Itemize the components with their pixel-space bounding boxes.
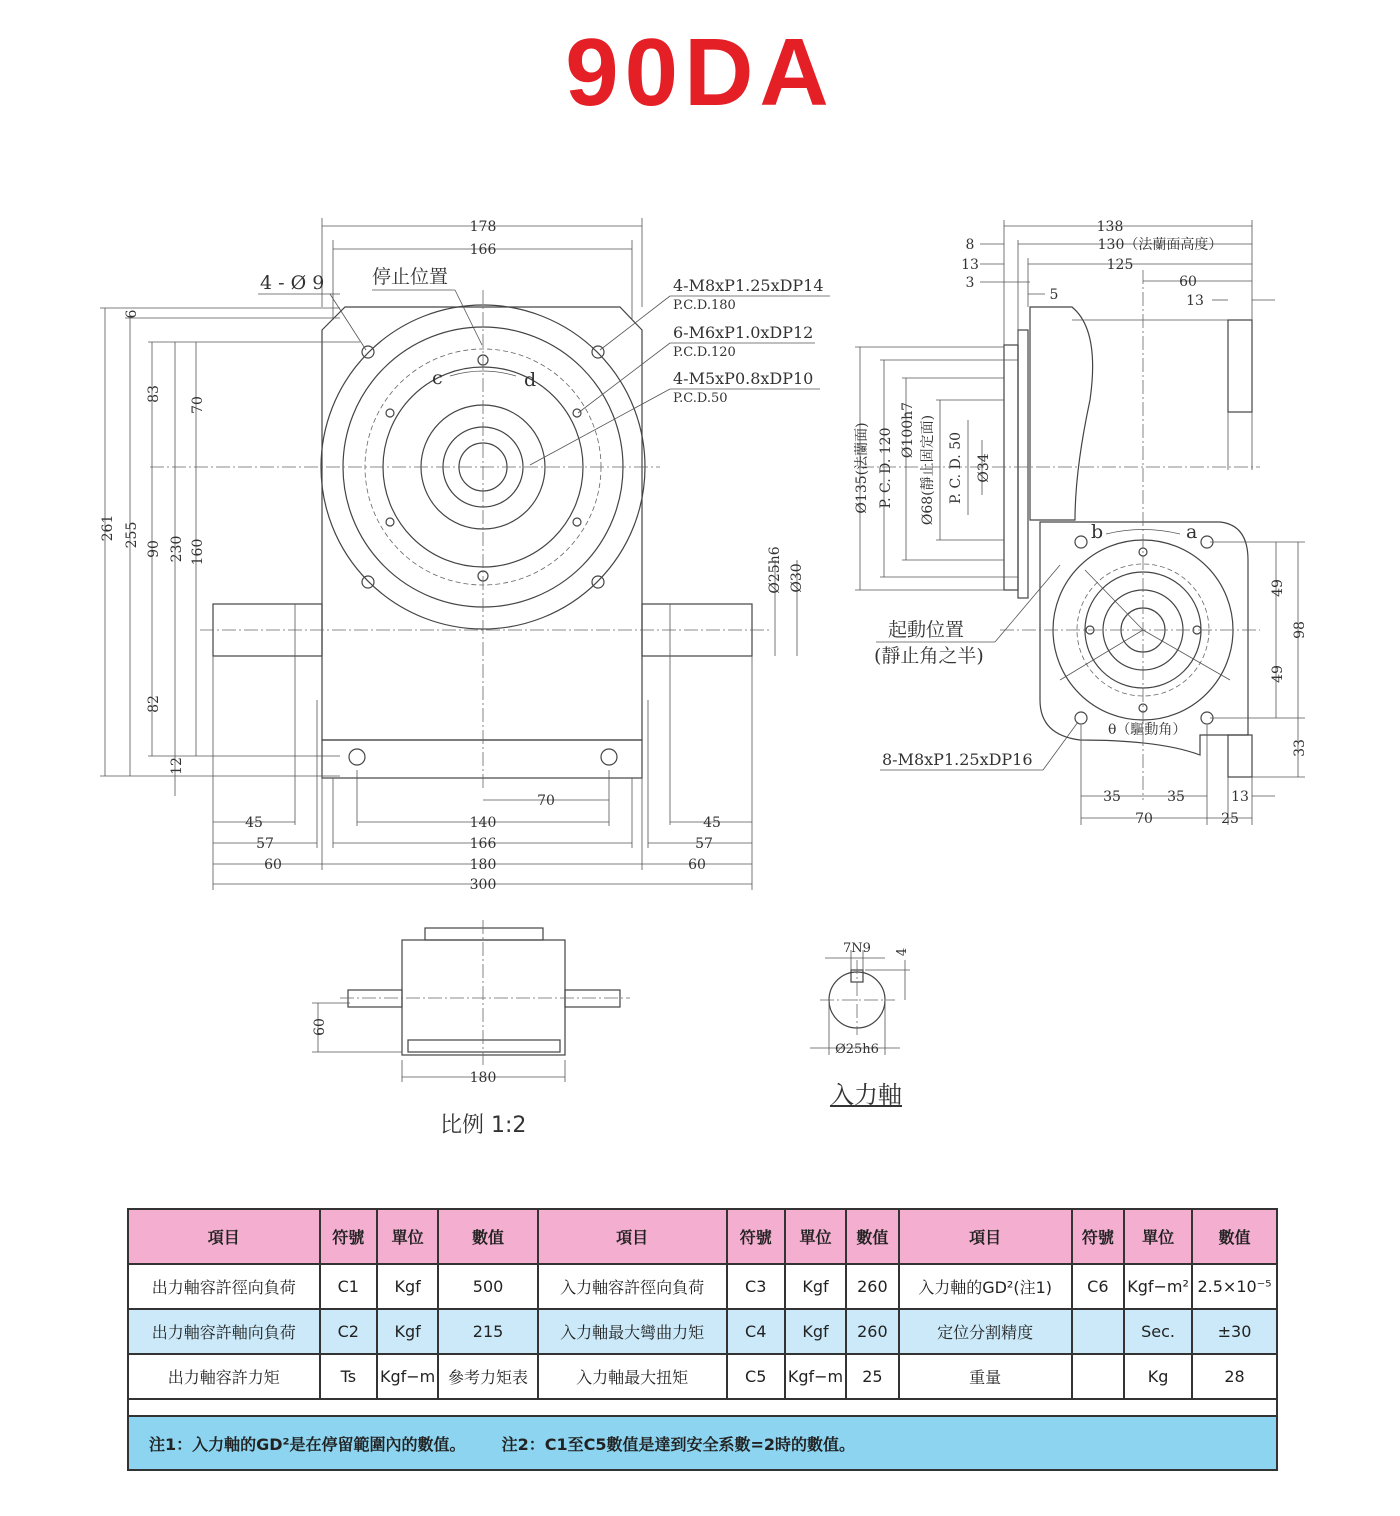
header-cell: 單位 <box>377 1209 438 1264</box>
spacer-cell <box>128 1399 1277 1416</box>
cell: 260 <box>846 1264 899 1309</box>
dim-70: 70 <box>190 396 206 414</box>
dim-key-7n9: 7N9 <box>843 941 871 956</box>
cell <box>1072 1309 1125 1354</box>
cell: Kg <box>1124 1354 1192 1399</box>
label-d: d <box>524 369 537 391</box>
dim-35-left: 35 <box>1103 789 1121 805</box>
cell: 入力軸容許徑向負荷 <box>538 1264 727 1309</box>
cell: C2 <box>320 1309 377 1354</box>
dim-83: 83 <box>146 385 162 403</box>
dim-160: 160 <box>190 538 206 566</box>
header-cell: 數值 <box>438 1209 538 1264</box>
cell: 出力軸容許軸向負荷 <box>128 1309 320 1354</box>
dim-6: 6 <box>124 309 140 319</box>
note-2: 注2：C1至C5數值是達到安全系數=2時的數值。 <box>501 1434 855 1454</box>
dim-8: 8 <box>965 237 975 253</box>
model-title: 90DA <box>565 19 835 126</box>
cell: Kgf <box>785 1264 846 1309</box>
cell: Kgf <box>785 1309 846 1354</box>
cell: 入力軸最大扭矩 <box>538 1354 727 1399</box>
dim-70-bottom: 70 <box>537 793 555 809</box>
dim-13-bottom: 13 <box>1231 789 1249 805</box>
dim-60: 60 <box>1179 274 1197 290</box>
cell: 215 <box>438 1309 538 1354</box>
cell: 定位分割精度 <box>899 1309 1072 1354</box>
table-header <box>128 1209 1277 1264</box>
dim-5: 5 <box>1049 287 1059 303</box>
cell: 2.5×10⁻⁵ <box>1192 1264 1277 1309</box>
input-shaft-title: 入力軸 <box>830 1081 902 1109</box>
cell: 出力軸容許力矩 <box>128 1354 320 1399</box>
dim-166-bottom: 166 <box>469 836 497 852</box>
dim-138: 138 <box>1096 219 1124 235</box>
dim-60-left: 60 <box>264 857 282 873</box>
cell: Kgf <box>377 1309 438 1354</box>
cell: 參考力矩表 <box>438 1354 538 1399</box>
table-spacer <box>128 1399 1277 1416</box>
dim-33: 33 <box>1292 739 1308 757</box>
label-start-position: 起動位置 <box>888 619 965 641</box>
label-stop-position: 停止位置 <box>372 266 449 288</box>
notes-cell <box>128 1416 1277 1470</box>
side-view <box>853 219 1308 827</box>
label-side-holes: 8-M8xP1.25xDP16 <box>882 750 1033 769</box>
header-cell: 數值 <box>1192 1209 1277 1264</box>
dim-pcd-50: P. C. D. 50 <box>948 431 964 505</box>
callout-spec: 4-M5xP0.8xDP10 <box>673 369 814 388</box>
cell: C3 <box>727 1264 785 1309</box>
header-cell: 符號 <box>727 1209 785 1264</box>
dim-45-left: 45 <box>245 815 263 831</box>
dim-shaft-dia: Ø25h6 <box>767 546 783 594</box>
dim-261: 261 <box>100 514 116 542</box>
cell: 出力軸容許徑向負荷 <box>128 1264 320 1309</box>
dim-flange-135: Ø135(法蘭面) <box>854 422 870 514</box>
dim-140: 140 <box>469 815 497 831</box>
dim-key-depth: 4 <box>895 947 910 957</box>
table-notes <box>128 1416 1277 1470</box>
dim-230: 230 <box>169 535 185 563</box>
dim-pcd-120: P. C. D. 120 <box>878 427 894 509</box>
dim-13-top: 13 <box>1186 293 1204 309</box>
cell: Kgf−m <box>377 1354 438 1399</box>
dim-255: 255 <box>124 521 140 549</box>
cell: 28 <box>1192 1354 1277 1399</box>
dim-57-left: 57 <box>256 836 274 852</box>
cell: Ts <box>320 1354 377 1399</box>
note-1: 注1：入力軸的GD²是在停留範圍內的數值。 <box>149 1434 466 1454</box>
dim-130: 130（法蘭面高度） <box>1097 237 1223 253</box>
front-view <box>100 218 830 893</box>
dim-60-right: 60 <box>688 857 706 873</box>
cell: 入力軸最大彎曲力矩 <box>538 1309 727 1354</box>
dim-35-right: 35 <box>1167 789 1185 805</box>
scale-label: 比例 1:2 <box>440 1113 527 1138</box>
dim-13: 13 <box>961 257 979 273</box>
header-cell: 項目 <box>538 1209 727 1264</box>
dim-90: 90 <box>146 540 162 558</box>
label-drive-angle: θ（驅動角） <box>1108 722 1187 738</box>
dim-shaft-30: Ø30 <box>789 563 805 593</box>
dim-68: Ø68(靜止固定面) <box>920 414 936 526</box>
cell: C5 <box>727 1354 785 1399</box>
dim-166: 166 <box>469 242 497 258</box>
header-cell: 項目 <box>128 1209 320 1264</box>
cell <box>1072 1354 1125 1399</box>
dim-125: 125 <box>1106 257 1134 273</box>
header-cell: 數值 <box>846 1209 899 1264</box>
dim-180-bottom-view: 180 <box>469 1070 497 1086</box>
cell: Sec. <box>1124 1309 1192 1354</box>
cell: 25 <box>846 1354 899 1399</box>
dim-98: 98 <box>1292 621 1308 639</box>
cell: Kgf−m² <box>1124 1264 1192 1309</box>
label-holes: 4 - Ø 9 <box>260 272 325 294</box>
dim-49-top: 49 <box>1270 579 1286 597</box>
callout-list <box>673 276 824 406</box>
dim-100h7: Ø100h7 <box>900 401 916 459</box>
cell: Kgf−m <box>785 1354 846 1399</box>
dim-70-side: 70 <box>1135 811 1153 827</box>
cell: 入力軸的GD²(注1) <box>899 1264 1072 1309</box>
cell: 重量 <box>899 1354 1072 1399</box>
callout-spec: 6-M6xP1.0xDP12 <box>673 323 814 342</box>
dim-57-right: 57 <box>695 836 713 852</box>
dim-12: 12 <box>169 757 185 775</box>
dim-178: 178 <box>469 219 497 235</box>
dim-shaft-25h6: Ø25h6 <box>835 1042 879 1057</box>
header-cell: 單位 <box>1124 1209 1192 1264</box>
header-cell: 符號 <box>320 1209 377 1264</box>
label-c: c <box>432 367 443 389</box>
dim-49-bottom: 49 <box>1270 665 1286 683</box>
label-b: b <box>1091 521 1104 543</box>
dim-3: 3 <box>965 275 975 291</box>
dim-45-right: 45 <box>703 815 721 831</box>
dim-25: 25 <box>1221 811 1239 827</box>
dim-34: Ø34 <box>976 453 992 483</box>
callout-pcd: P.C.D.50 <box>673 391 728 406</box>
spec-table <box>127 1208 1278 1471</box>
header-cell: 符號 <box>1072 1209 1125 1264</box>
bottom-view <box>312 920 630 1086</box>
dim-60-bottom-view: 60 <box>312 1018 328 1036</box>
cell: C4 <box>727 1309 785 1354</box>
cell: Kgf <box>377 1264 438 1309</box>
dim-180: 180 <box>469 857 497 873</box>
table-row <box>128 1264 1277 1309</box>
header-cell: 單位 <box>785 1209 846 1264</box>
header-cell: 項目 <box>899 1209 1072 1264</box>
table-row <box>128 1309 1277 1354</box>
callout-spec: 4-M8xP1.25xDP14 <box>673 276 824 295</box>
label-a: a <box>1186 521 1198 543</box>
callout-pcd: P.C.D.180 <box>673 298 736 313</box>
cell: 500 <box>438 1264 538 1309</box>
dim-300: 300 <box>469 877 497 893</box>
label-start-position-note: (靜止角之半) <box>874 645 984 667</box>
cell: ±30 <box>1192 1309 1277 1354</box>
cell: C1 <box>320 1264 377 1309</box>
dim-82: 82 <box>146 695 162 713</box>
callout-pcd: P.C.D.120 <box>673 345 736 360</box>
cell: 260 <box>846 1309 899 1354</box>
table-row <box>128 1354 1277 1399</box>
cell: C6 <box>1072 1264 1125 1309</box>
input-shaft-detail <box>810 941 910 1057</box>
